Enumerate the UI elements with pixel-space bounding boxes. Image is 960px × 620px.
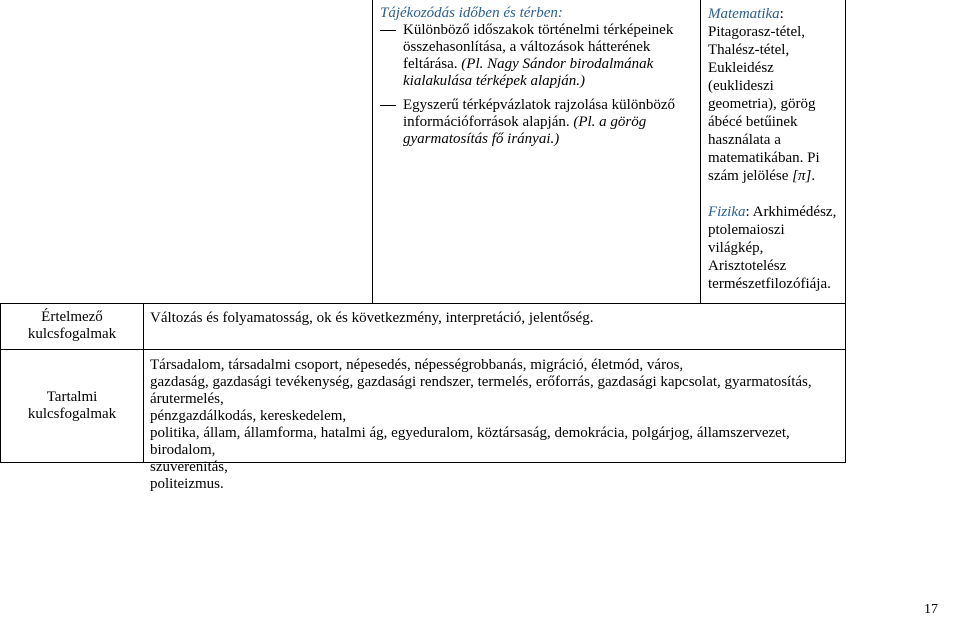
content-line: gazdaság, gazdasági tevékenység, gazdasági rendszer, termelés, erőforrás, gazdasági kapcsolat, gyarmatosítás, árutermelés,: [150, 374, 812, 407]
orientation-item-2: [380, 97, 695, 157]
content-line: pénzgazdálkodás, kereskedelem,: [150, 408, 347, 424]
content-line: politeizmus.: [150, 476, 224, 492]
orientation-item-1: [380, 22, 695, 102]
orientation-title: Tájékozódás időben és térben:: [380, 5, 563, 21]
page-number: 17: [924, 602, 938, 617]
orientation-item-1-text: Különböző időszakok történelmi térképeinek összehasonlítása, a változások hátterének feltárása.: [403, 22, 674, 72]
physics-text: Arkhimédész, ptolemaioszi világkép, Arisztotelész természetfilozófiája.: [708, 204, 837, 292]
physics-block: Fizika: Arkhimédész, ptolemaioszi világkép, Arisztotelész természetfilozófiája.: [708, 204, 837, 292]
orientation-item-1-example: (Pl. Nagy Sándor birodalmának kialakulása térképek alapján.): [403, 56, 654, 89]
pi-symbol: [π]: [792, 168, 812, 184]
rule-h-2: [0, 349, 846, 350]
math-text: Pitagorasz-tétel, Thalész-tétel, Eukleidész (euklideszi geometria), görög ábécé betűinek használata a matematikában. Pi szám jelölése: [708, 24, 820, 184]
physics-label: Fizika: [708, 204, 746, 220]
interpretive-label: Értelmező kulcsfogalmak: [27, 309, 117, 342]
orientation-item-2-text: Egyszerű térképvázlatok rajzolása különböző információforrások alapján.: [403, 97, 675, 130]
rule-outer-left: [0, 303, 1, 463]
interpretive-text: Változás és folyamatosság, ok és következmény, interpretáció, jelentőség.: [150, 310, 594, 326]
rule-label-col: [143, 303, 144, 463]
dash-bullet-icon: [380, 105, 396, 106]
orientation-item-2-example: (Pl. a görög gyarmatosítás fő irányai.): [403, 114, 647, 147]
rule-right-top: [845, 0, 846, 350]
rule-h-1: [0, 303, 845, 304]
content-label: Tartalmi kulcsfogalmak: [27, 389, 117, 422]
content-line: szuverenitás,: [150, 459, 228, 475]
rule-right-bottom: [845, 349, 846, 463]
content-text: [150, 357, 842, 493]
orientation-cell: [380, 5, 695, 22]
connections-cell: [708, 5, 840, 293]
rule-left-top: [372, 0, 373, 303]
dash-bullet-icon: [380, 30, 396, 31]
math-block: Matematika: Pitagorasz-tétel, Thalész-tétel, Eukleidész (euklideszi geometria), görög ábécé betűinek használata a matematikában. Pi szám jelölése [π].: [708, 6, 820, 184]
content-line: politika, állam, államforma, hatalmi ág, egyeduralom, köztársaság, demokrácia, polgárjog, államszervezet, birodalom,: [150, 425, 790, 458]
content-line: Társadalom, társadalmi csoport, népesedés, népességrobbanás, migráció, életmód, város,: [150, 357, 684, 373]
math-label: Matematika: [708, 6, 780, 22]
